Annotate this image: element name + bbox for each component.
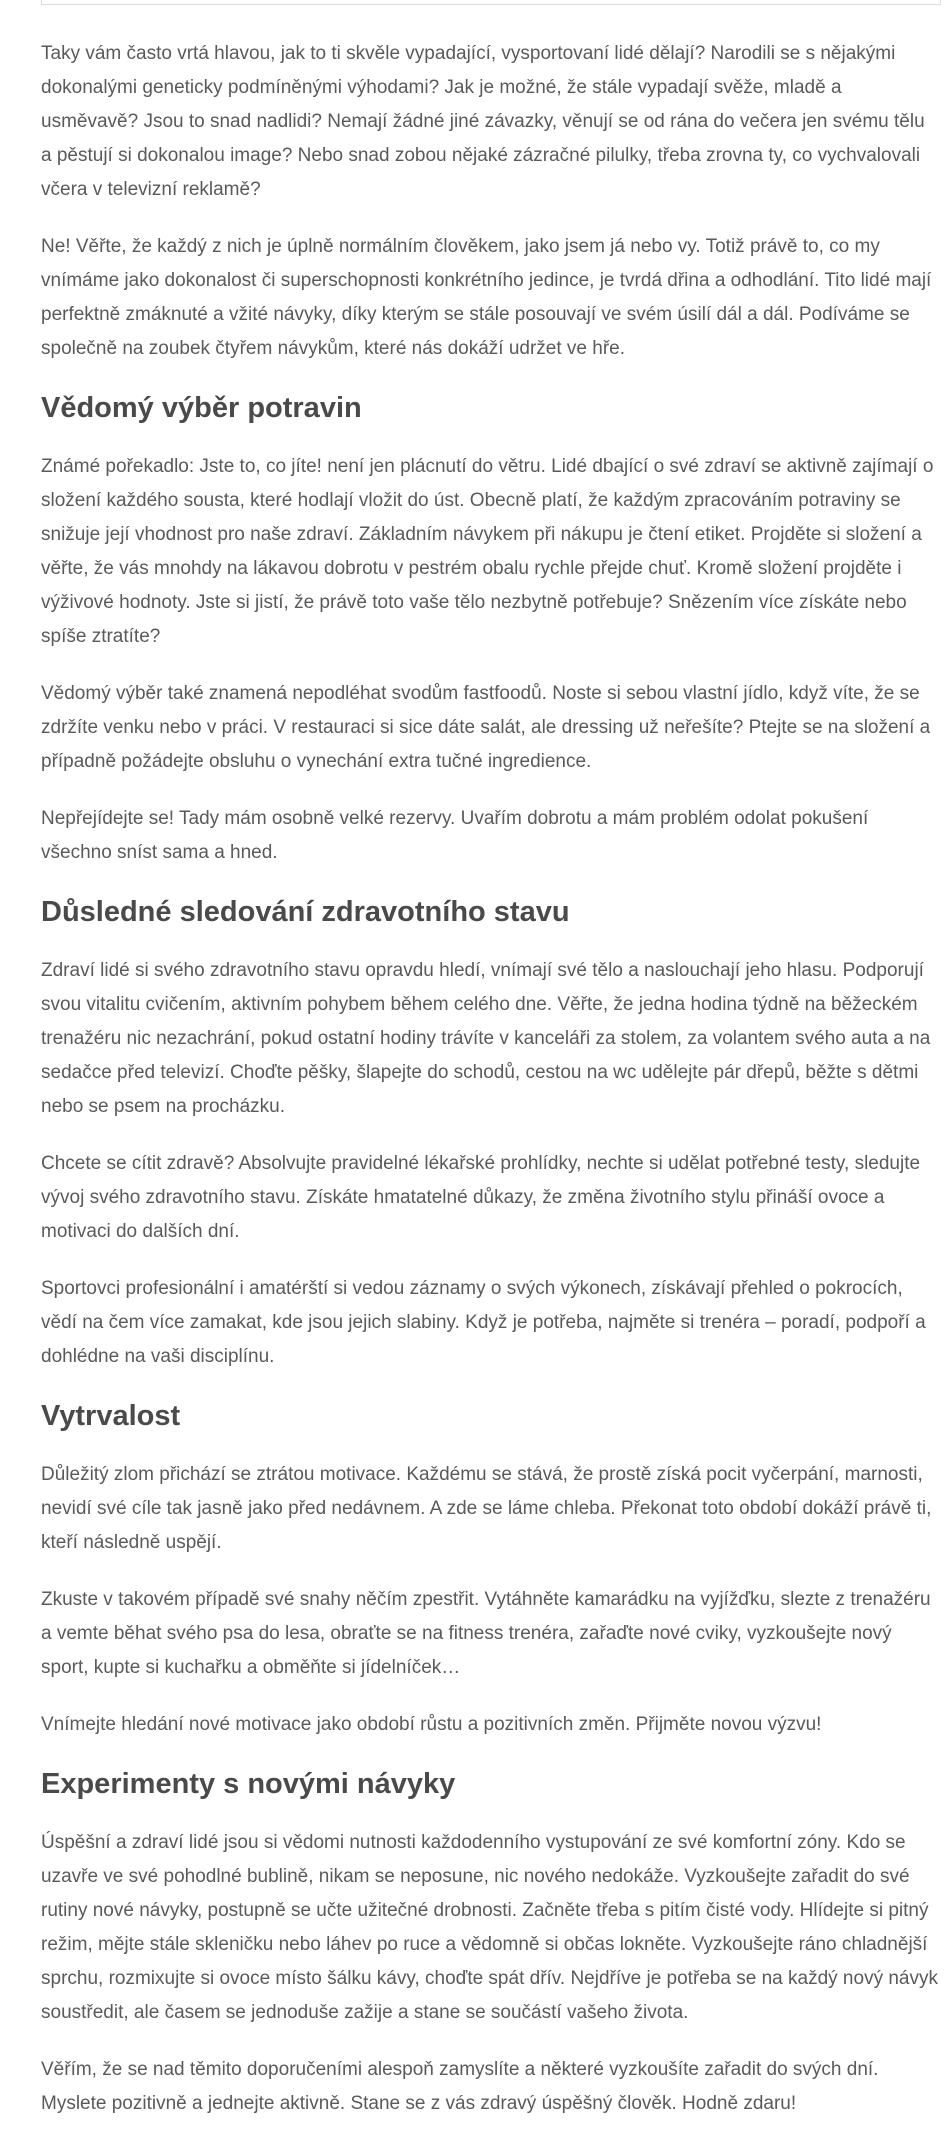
intro-paragraph-1: Taky vám často vrtá hlavou, jak to ti skvěle vypadající, vysportovaní lidé dělají? Narodili se s nějakými dokonalými geneticky podmíněnými výhodami? Jak je možné, že stále vypadají svěže, mladě a usměvavě? Jsou to snad nadlidi? Nemají žádné jiné závazky, věnují se od rána do večera jen svému tělu a pěstují si dokonalou image? Nebo snad zobou nějaké zázračné pilulky, třeba zrovna ty, co vychvalovali včera v televizní reklamě? [41, 43, 925, 200]
article-body [41, 37, 939, 2144]
section-health-monitoring [41, 893, 939, 1374]
section-paragraph: Věřím, že se nad těmito doporučeními alespoň zamyslíte a některé vyzkoušíte zařadit do svých dní. Myslete pozitivně a jednejte aktivně. Stane se z vás zdravý úspěšný člověk. Hodně zdaru! [41, 2059, 879, 2114]
section-paragraph: Známé pořekadlo: Jste to, co jíte! není jen plácnutí do větru. Lidé dbající o své zdraví se aktivně zajímají o složení každého sousta, které hodlají vložit do úst. Obecně platí, že každým zpracováním potraviny se snižuje její vhodnost pro naše zdraví. Základním návykem při nákupu je čtení etiket. Projděte si složení a věřte, že vás mnohdy na lákavou dobrotu v pestrém obalu rychle přejde chuť. Kromě složení projděte i výživové hodnoty. Jste si jistí, že právě toto vaše tělo nezbytně potřebuje? Snězením více získáte nebo spíše ztratíte? [41, 456, 934, 647]
section-heading: Vytrvalost [41, 1400, 181, 1432]
section-paragraph: Nepřejídejte se! Tady mám osobně velké rezervy. Uvařím dobrotu a mám problém odolat pokušení všechno sníst sama a hned. [41, 808, 869, 863]
section-paragraph: Zdraví lidé si svého zdravotního stavu opravdu hledí, vnímají své tělo a naslouchají jeho hlasu. Podporují svou vitalitu cvičením, aktivním pohybem během celého dne. Věřte, že jedna hodina týdně na běžeckém trenažéru nic nezachrání, pokud ostatní hodiny trávíte v kanceláři za stolem, za volantem svého auta a na sedačce před televizí. Choďte pěšky, šlapejte do schodů, cestou na wc udělejte pár dřepů, běžte s dětmi nebo se psem na procházku. [41, 960, 931, 1117]
section-heading: Důsledné sledování zdravotního stavu [41, 896, 570, 928]
section-heading: Vědomý výběr potravin [41, 392, 362, 424]
section-heading: Experimenty s novými návyky [41, 1768, 456, 1800]
section-paragraph: Vědomý výběr také znamená nepodléhat svodům fastfoodů. Noste si sebou vlastní jídlo, když víte, že se zdržíte venku nebo v práci. V restauraci si sice dáte salát, ale dressing už neřešíte? Ptejte se na složení a případně požádejte obsluhu o vynechání extra tučné ingredience. [41, 683, 931, 772]
section-paragraph: Chcete se cítit zdravě? Absolvujte pravidelné lékařské prohlídky, nechte si udělat potřebné testy, sledujte vývoj svého zdravotního stavu. Získáte hmatatelné důkazy, že změna životního stylu přináší ovoce a motivaci do dalších dní. [41, 1153, 921, 1242]
section-paragraph: Sportovci profesionální i amatérští si vedou záznamy o svých výkonech, získávají přehled o pokrocích, vědí na čem více zamakat, kde jsou jejich slabiny. Když je potřeba, najměte si trenéra – poradí, podpoří a dohlédne na vaši disciplínu. [41, 1278, 926, 1367]
section-endurance [41, 1397, 939, 1742]
section-paragraph: Úspěšní a zdraví lidé jsou si vědomi nutnosti každodenního vystupování ze své komfortní zóny. Kdo se uzavře ve své pohodlné bublině, nikam se neposune, nic nového nedokáže. Vyzkoušejte zařadit do své rutiny nové návyky, postupně se učte užitečné drobnosti. Začněte třeba s pitím čisté vody. Hlídejte si pitný režim, mějte stále skleničku nebo láhev po ruce a vědomně si občas lokněte. Vyzkoušejte ráno chladnější sprchu, rozmixujte si ovoce místo šálku kávy, choďte spát dřív. Nejdříve je potřeba se na každý nový návyk soustředit, ale časem se jednoduše zažije a stane se součástí vašeho života. [41, 1832, 938, 2023]
intro-paragraph-2: Ne! Věřte, že každý z nich je úplně normálním člověkem, jako jsem já nebo vy. Totiž právě to, co my vnímáme jako dokonalost či superschopnosti konkrétního jedince, je tvrdá dřina a odhodlání. Tito lidé mají perfektně zmáknuté a vžité návyky, díky kterým se stále posouvají ve svém úsilí dál a dál. Podíváme se společně na zoubek čtyřem návykům, které nás dokáží udržet ve hře. [41, 236, 932, 359]
previous-content-box-edge [41, 0, 941, 5]
section-new-habits [41, 1765, 939, 2121]
section-paragraph: Důležitý zlom přichází se ztrátou motivace. Každému se stává, že prostě získá pocit vyčerpání, marnosti, nevidí své cíle tak jasně jako před nedávnem. A zde se láme chleba. Překonat toto období dokáží právě ti, kteří následně uspějí. [41, 1464, 932, 1553]
section-food-choice [41, 389, 939, 870]
section-paragraph: Vnímejte hledání nové motivace jako období růstu a pozitivních změn. Přijměte novou výzvu! [41, 1714, 822, 1735]
section-paragraph: Zkuste v takovém případě své snahy něčím zpestřit. Vytáhněte kamarádku na vyjížďku, slezte z trenažéru a vemte běhat svého psa do lesa, obraťte se na fitness trenéra, zařaďte nové cviky, vyzkoušejte nový sport, kupte si kuchařku a obměňte si jídelníček… [41, 1589, 931, 1678]
